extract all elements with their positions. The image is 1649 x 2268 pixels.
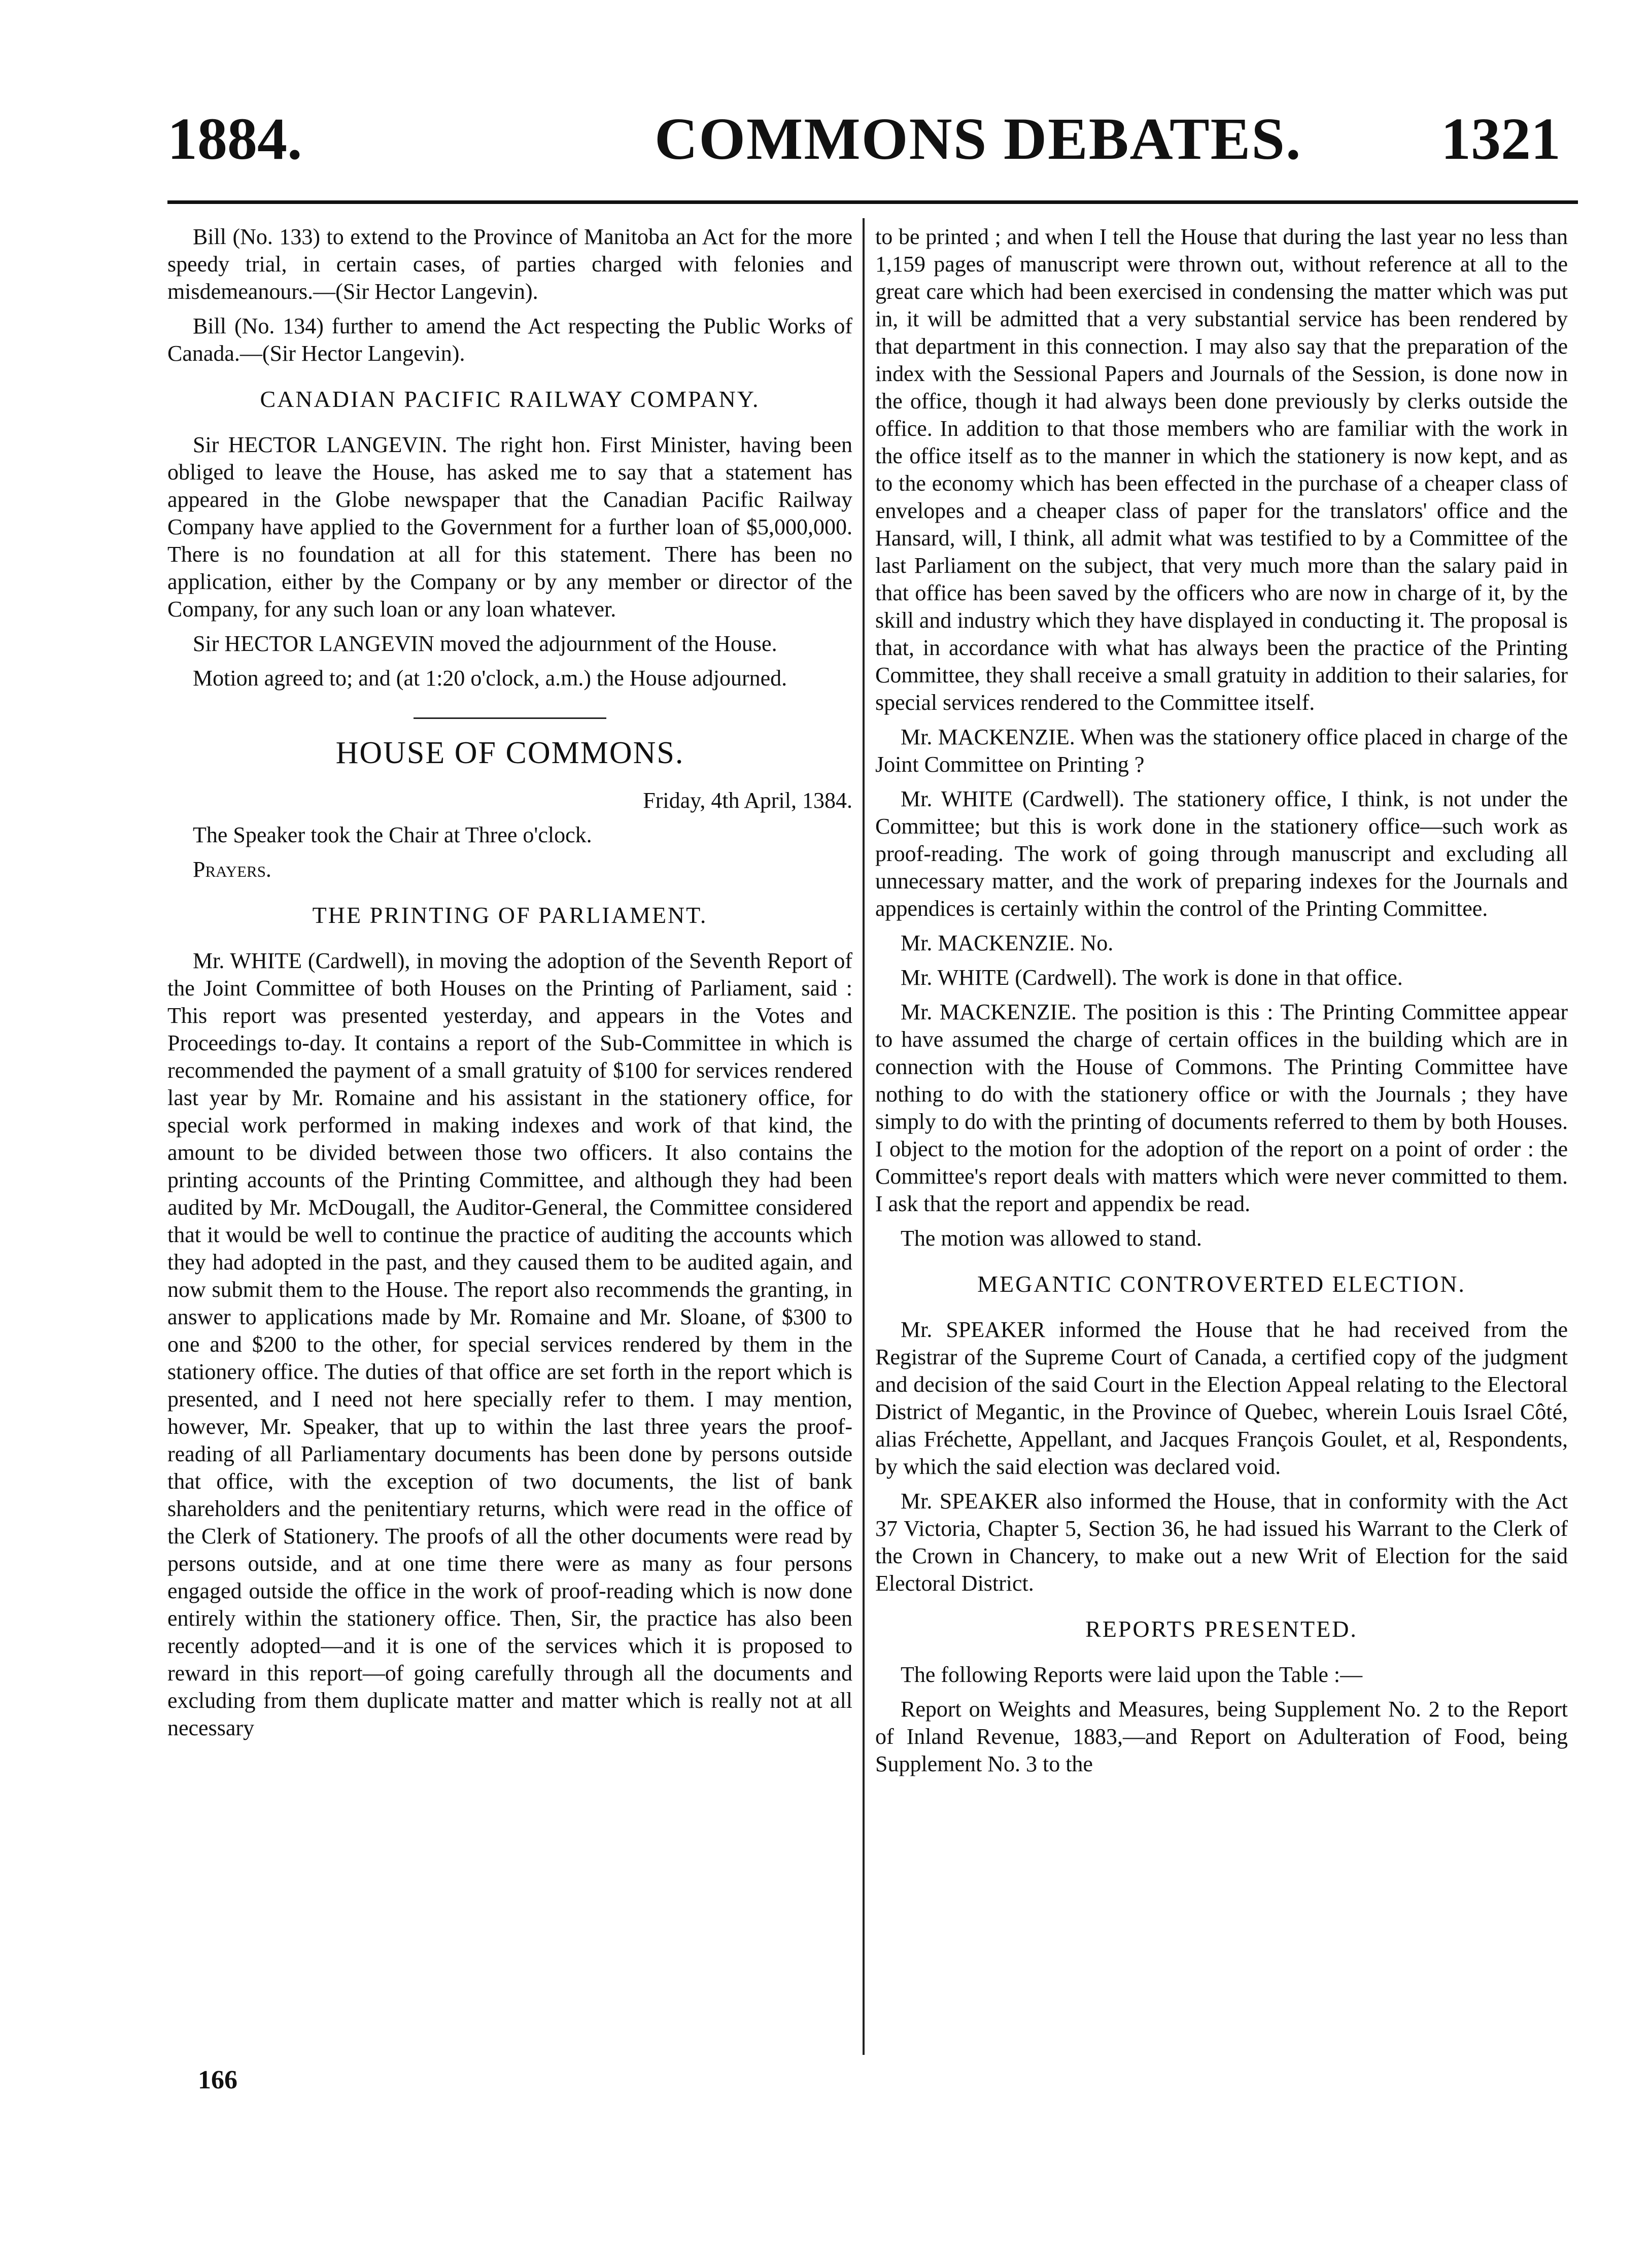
adjournment-motion: Sir HECTOR LANGEVIN moved the adjournment of the House. [193, 631, 777, 656]
speaker-informed-warrant: Mr. SPEAKER also informed the House, that in conformity with the Act 37 Victoria, Chapter 5, Section 36, he had issued his Warrant to the Clerk of the Crown in Chancery, to make out a new Writ of Election for the said Electoral District. [875, 1489, 1568, 1596]
mackenzie-question: Mr. MACKENZIE. When was the stationery office placed in charge of the Joint Committee on Printing ? [875, 725, 1568, 777]
header-page-number: 1321 [1441, 106, 1561, 172]
bill-134-paragraph: Bill (No. 134) further to amend the Act respecting the Public Works of Canada.—(Sir Hector Langevin). [167, 314, 852, 366]
section-heading-printing: THE PRINTING OF PARLIAMENT. [312, 902, 708, 928]
section-heading-megantic: MEGANTIC CONTROVERTED ELECTION. [977, 1271, 1466, 1297]
white-reply: Mr. WHITE (Cardwell). The stationery office, I think, is not under the Committee; but this is work done in the stationery office—such work as proof-reading. The work of going through manuscript and excluding all unnecessary matter, and the work of preparing indexes for the Journals and appendices is certainly within the control of the Printing Committee. [875, 786, 1568, 921]
header-rule [167, 200, 1578, 204]
left-column [167, 223, 852, 1749]
speaker-informed-judgment: Mr. SPEAKER informed the House that he had received from the Registrar of the Supreme Court of Canada, a certified copy of the judgment and decision of the said Court in the Election Appeal relating to the Electoral District of Megantic, in the Province of Quebec, wherein Louis Israel Côté, alias Fréchette, Appellant, and Jacques François Goulet, et al, Respondents, by which the said election was declared void. [875, 1317, 1568, 1479]
langevin-statement: Sir HECTOR LANGEVIN. The right hon. First Minister, having been obliged to leave the House, has asked me to say that a statement has appeared in the Globe newspaper that the Canadian Pacific Railway Company have applied to the Government for a further loan of $5,000,000. There is no foundation at all for this statement. There has been no application, either by the Company or by any member or director of the Company, for any such loan or any loan whatever. [167, 432, 852, 622]
white-speech: Mr. WHITE (Cardwell), in moving the adoption of the Seventh Report of the Joint Committee of both Houses on the Printing of Parliament, said : This report was presented yesterday, and appears in the Votes and Proceedings to-day. It contains a report of the Sub-Committee in which is recommended the payment of a small gratuity of $100 for services rendered last year by Mr. Romaine and his assistant in the stationery office, for special work performed in making indexes and work of that kind, the amount to be divided between those two officers. It also contains the printing accounts of the Printing Committee, and although they had been audited by Mr. McDougall, the Auditor-General, the Committee considered that it would be well to continue the practice of auditing the accounts which they had adopted in the past, and they caused them to be audited again, and now submit them to the House. The report also recommends the granting, in answer to applications made by Mr. Romaine and Mr. Sloane, of $300 to one and $200 to the other, for special services rendered by them in the stationery office. The duties of that office are set forth in the report which is presented, and I need not here specially refer to them. I may mention, however, Mr. Speaker, that up to within the last three years the proof-reading of all Parliamentary documents has been done by persons outside that office, with the exception of two documents, the list of bank shareholders and the penitentiary returns, which were read in the office of the Clerk of Stationery. The proofs of all the other documents were read by persons outside, and at one time there were as many as four persons engaged outside the office in the work of proof-reading which is now done entirely within the stationery office. Then, Sir, the practice has also been recently adopted—and it is one of the services which it is proposed to reward in this report—of going carefully through all the documents and excluding from them duplicate matter and matter which is really not at all necessary [167, 948, 852, 1740]
header-title: COMMONS DEBATES. [655, 106, 1302, 172]
mackenzie-no: Mr. MACKENZIE. No. [901, 931, 1114, 955]
section-heading-reports: REPORTS PRESENTED. [1085, 1616, 1358, 1642]
signature-number: 166 [198, 2066, 237, 2094]
page-header [0, 0, 1649, 203]
section-heading-cpr: CANADIAN PACIFIC RAILWAY COMPANY. [260, 386, 760, 412]
bill-133-paragraph: Bill (No. 133) to extend to the Province of Manitoba an Act for the more speedy trial, in certain cases, of parties charged with felonies and misdemeanours.—(Sir Hector Langevin). [167, 224, 852, 304]
reports-intro: The following Reports were laid upon the Table :— [901, 1662, 1363, 1687]
mackenzie-point-of-order: Mr. MACKENZIE. The position is this : The Printing Committee appear to have assumed the charge of certain offices in the building which are in connection with the House of Commons. The Printing Committee have nothing to do with the stationery office or with the Journals ; they have simply to do with the printing of documents referred to them by both Houses. I object to the motion for the adoption of the report on a point of order : the Committee's report deals with matters which were never committed to them. I ask that the report and appendix be read. [875, 1000, 1568, 1216]
speaker-took-chair: The Speaker took the Chair at Three o'clock. [193, 822, 592, 847]
header-year: 1884. [167, 106, 302, 172]
white-speech-continued: to be printed ; and when I tell the House that during the last year no less than 1,159 pages of manuscript were thrown out, without reference at all to the great care which had been exercised in condensing the matter which was put in, it will be admitted that a very substantial service has been rendered by that department in this connection. I may also say that the preparation of the index with the Sessional Papers and Journals of the Session, is done now in the office, though it had always been done previously by clerks outside the office. In addition to that those members who are familiar with the work in the office itself as to the manner in which the stationery is now kept, and as to the economy which has been effected in the purchase of a cheaper class of envelopes and a cheaper class of paper for the translators' office and the Hansard, will, I think, all admit what was testified to by a Committee of the last Parliament on the subject, that very much more than the salary paid in that office has been saved by the officers who are now in charge of it, by the skill and industry which they have displayed in conducting it. The proposal is that, in accordance with what has always been the practice of the Printing Committee, they shall receive a small gratuity in addition to their salaries, for special services rendered to the Committee itself. [875, 224, 1568, 715]
right-column [875, 223, 1568, 1785]
motion-agreed: Motion agreed to; and (at 1:20 o'clock, a.m.) the House adjourned. [193, 666, 787, 691]
white-office-reply: Mr. WHITE (Cardwell). The work is done in that office. [901, 965, 1403, 990]
house-of-commons-heading: HOUSE OF COMMONS. [335, 736, 684, 770]
report-weights-measures: Report on Weights and Measures, being Supplement No. 2 to the Report of Inland Revenue, 1883,—and Report on Adulteration of Food, being Supplement No. 3 to the [875, 1697, 1568, 1776]
section-separator [414, 717, 606, 719]
column-divider [863, 218, 865, 2055]
motion-stand: The motion was allowed to stand. [901, 1226, 1202, 1251]
sitting-date: Friday, 4th April, 1384. [643, 788, 852, 813]
prayers-label: Prayers. [193, 857, 271, 882]
